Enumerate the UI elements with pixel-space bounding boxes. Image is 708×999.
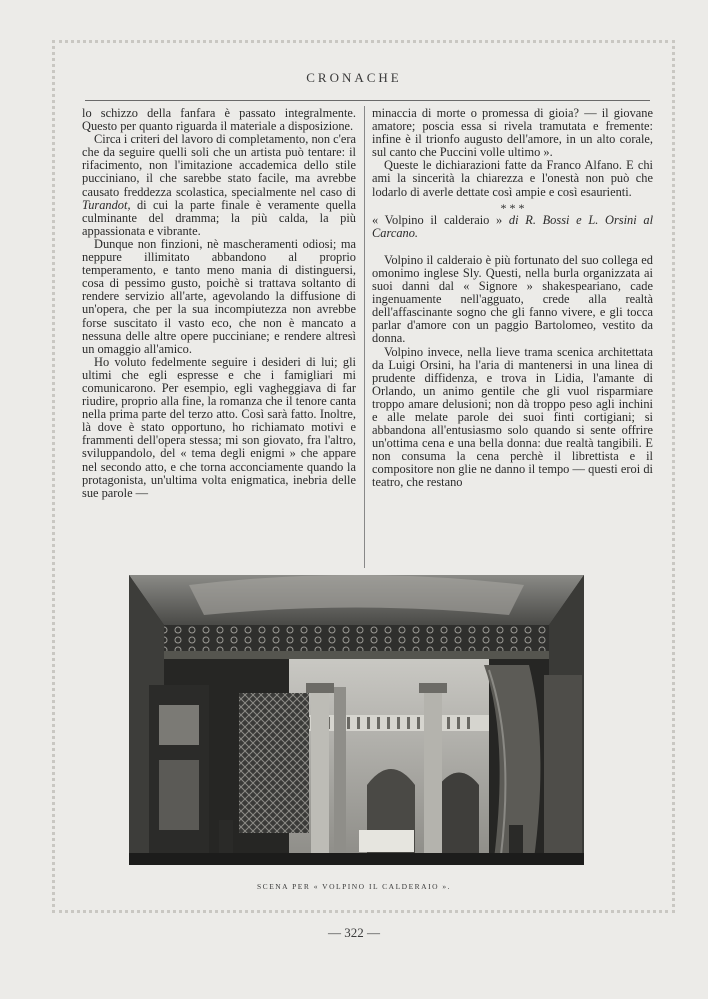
paragraph-text: di cui la parte finale è veramente quella culminante del dramma; la più calda, la più appassionata e vibrante. — [82, 197, 356, 238]
paragraph: lo schizzo della fanfara è passato integralmente. Questo per quanto riguarda il materiale a disposizione. — [82, 106, 356, 134]
paragraph: Ho voluto fedelmente seguire i desideri di lui; gli ultimi che egli espresse e che i famigliari mi comunicarono. Per esempio, egli vagheggiava di far riudire, proprio alla fine, la romanza che il tenore canta nella prima parte del terzo atto. Così sarà fatto. Inoltre, là dove è stato opportuno, ho richiamato motivi e frammenti dell'opera stessa; mi son giovato, fra l'altro, sviluppandolo, del « tema degli enigmi » che appare nel secondo atto, e che torna acconciamente quando la protagonista, un'ultima volta enigmatica, inebria delle sue parole — — [82, 354, 356, 500]
column — [334, 687, 346, 859]
section-title — [372, 214, 653, 240]
paragraph: Volpino il calderaio è più fortunato del suo collega ed omonimo inglese Sly. Questi, nella burla organizzata ai suoi danni dal « Signore » shakespeariano, cade ingenuamente nell'agguato, crede alla realtà dell'affascinante sogno che gli fanno vivere, e gli tocca parlar d'amore con un paggio Bartolomeo, vestito da donna. — [372, 252, 653, 346]
column — [311, 687, 329, 859]
right-arch — [439, 773, 479, 860]
stage-photo — [129, 575, 584, 865]
frieze — [164, 625, 549, 651]
header-rule — [85, 100, 650, 101]
page-header: CRONACHE — [306, 70, 402, 85]
section-separator: * * * — [500, 200, 525, 215]
table — [359, 830, 414, 852]
paragraph-text: Circa i criteri del lavoro di completamento, non c'era che da seguire quelli soli che un artista può tentare: il rifacimento, non l'imitazione accademica dello stile pucciniano, il che sarebbe stato facile, ma avrebbe causato freddezza scolastica, specialmente nel caso di — [82, 132, 356, 199]
figure-caption: SCENA PER « VOLPINO IL CALDERAIO ». — [257, 882, 451, 891]
column — [424, 687, 442, 859]
paragraph: minaccia di morte o promessa di gioia? — il giovane amatore; poscia essa si rivela tramutata e fremente: infine è il trionfo augusto dell'amore, in un alto corale, sul canto che Puccini volle ultimo ». — [372, 106, 653, 160]
section-title-italic: di R. Bossi e L. Orsini al Carcano. — [372, 212, 654, 240]
paragraph — [82, 133, 356, 238]
column-divider — [364, 106, 365, 568]
floor — [129, 853, 584, 865]
italic-title: Turandot, — [82, 197, 131, 212]
right-column — [372, 107, 653, 490]
section-title-plain: « Volpino il calderaio » — [372, 212, 503, 227]
paragraph: Volpino invece, nella lieve trama scenica architettata da Luigi Orsini, ha l'aria di mantenersi in una linea di prudente diffidenza, e trova in Lidia, l'amante di Orlando, un animo gentile che gli vuol risparmiare troppo amare delusioni; non dà troppo peso agli inchini e alle melate parole dei suoi finti cortigiani; si abbandona all'entusiasmo solo quando si sente offrire un'ottima cena e una bella donna: due realtà tangibili. E non consuma la cena perchè il librettista e il compositore non glie ne danno il tempo — questi eroi di teatro, che restano — [372, 344, 653, 490]
stage-scene-illustration — [129, 575, 584, 865]
page-number: — 322 — — [328, 925, 380, 940]
paragraph: Dunque non finzioni, nè mascheramenti odiosi; ma neppure illimitato abbandono al proprio temperamento, e tanto meno mania di distinguersi, cosa di pessimo gusto, poichè si trattava soltanto di rendere servizio all'arte, agevolando la diffusione di un'opera, che per la sua incompiutezza non avrebbe forse suscitato il vasto eco, che non è mancato a nessuna delle altre opere pucciniane; e rendere altresì un omaggio all'amico. — [82, 236, 356, 356]
left-column — [82, 107, 356, 500]
paragraph: Queste le dichiarazioni fatte da Franco Alfano. E chi ami la sincerità la chiarezza e l'onestà non può che lodarlo di averle dettate così ampie e così esaurienti. — [372, 158, 653, 199]
lattice-screen — [239, 693, 309, 833]
